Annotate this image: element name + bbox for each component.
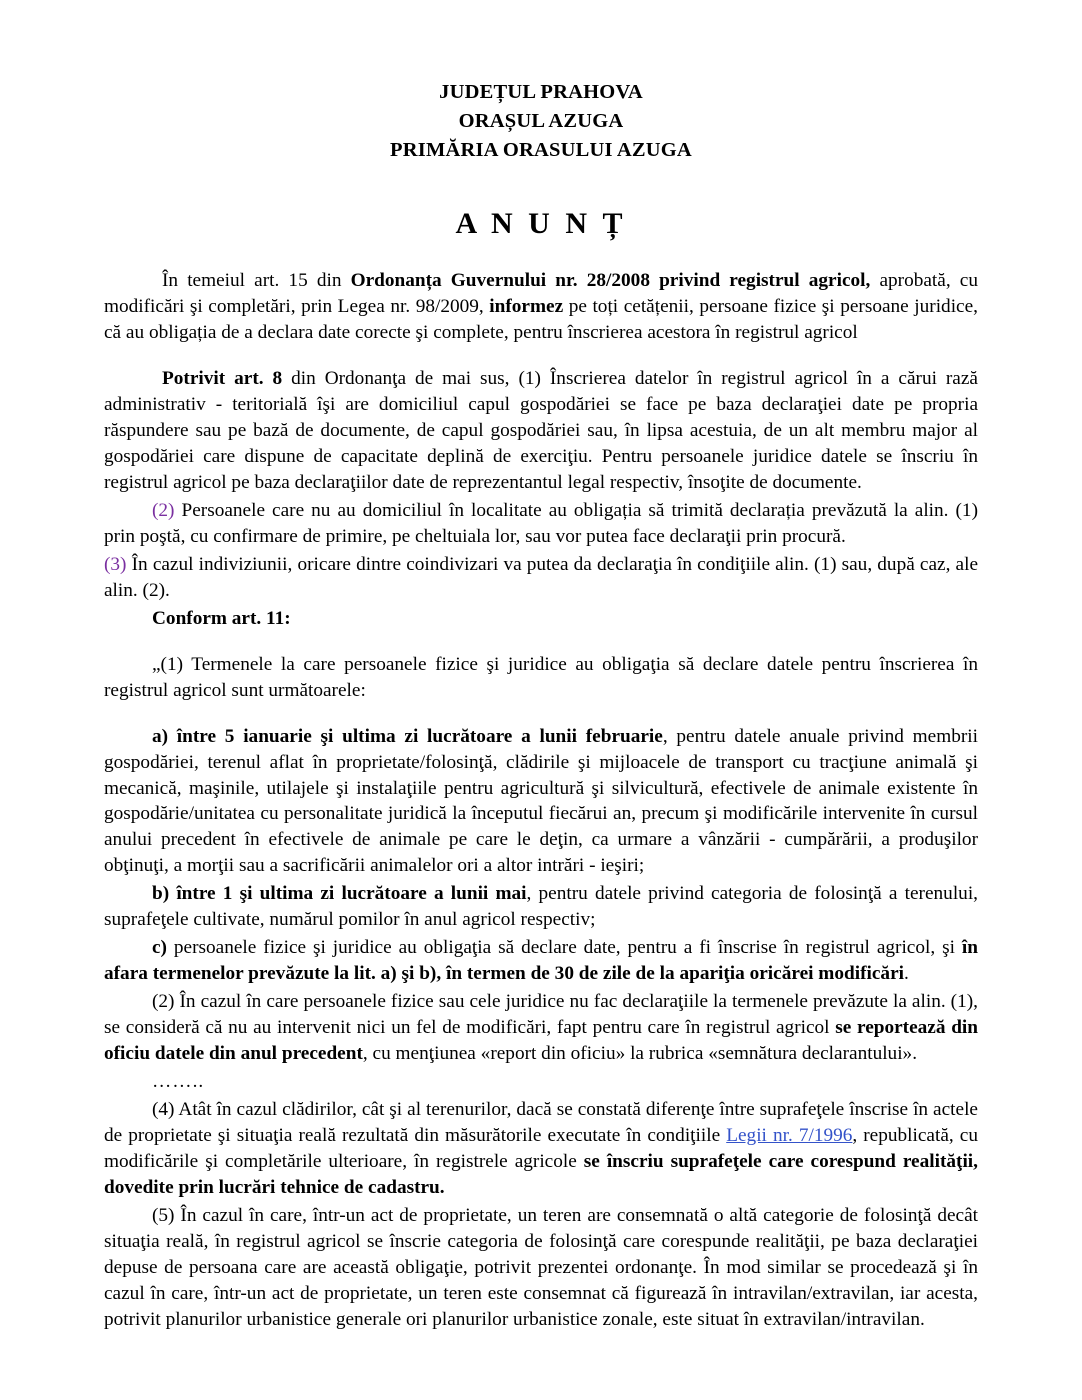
ordinance-reference: Ordonanța Guvernului nr. 28/2008 privind registrul agricol, — [350, 270, 871, 292]
alin2b-text-part2: , cu menţiunea «report din oficiu» la rubrica «semnătura declarantului». — [362, 1043, 918, 1065]
item-b-text: , pentru datele privind categoria de folosinţă a terenului, suprafeţele cultivate, numărul pomilor în anul agricol respectiv; — [104, 883, 978, 931]
paragraph-item-a — [104, 724, 978, 880]
paragraph-item-c — [104, 935, 978, 987]
art8-text: din Ordonanţa de mai sus, (1) Înscrierea datelor în registrul agricol în a cărui rază administrativ - teritorială îşi are domiciliul capul gospodăriei se face pe baza declaraţiei date pe propria răspundere sau pe bază de documente, de capul gospodăriei sau, în lipsa acestuia, de un alt membru major al gospodăriei care dispune de capacitate deplină de exerciţiu. Pentru persoanele juridice datele se înscriu în registrul agricol pe baza declaraţiilor date de reprezentantul legal respectiv, însoţite de documente. — [104, 368, 978, 493]
intro-text-part1: În temeiul art. 15 din — [162, 270, 351, 292]
alin2-text: Persoanele care nu au domiciliul în localitate au obligația să trimită declarația prevăzută la alin. (1) prin poştă, cu confirmare de primire, pe cheltuiala lor, sau vor putea face declaraţii prin procură. — [104, 499, 978, 547]
paragraph-alin3 — [104, 552, 978, 604]
paragraph-alin2 — [104, 498, 978, 550]
alin2-number: (2) — [152, 499, 175, 521]
header-county: JUDEȚUL PRAHOVA — [439, 81, 643, 103]
paragraph-alin5: (5) În cazul în care, într-un act de proprietate, un teren are consemnată o altă categorie de folosinţă decât situaţia reală, în registrul agricol se înscrie categoria de folosinţă care corespunde realităţii, pe baza declaraţiei depuse de persoana care are această obligaţie, potrivit prezentei ordonanţe. În mod similar se procedează şi în cazul în care, într-un act de proprietate, un teren este consemnat că figurează în intravilan/extravilan, iar acesta, potrivit planurilor urbanistice generale ori planurilor urbanistice zonale, este situat în extravilan/intravilan. — [104, 1204, 978, 1330]
art8-label: Potrivit art. 8 — [162, 368, 283, 390]
paragraph-art11-heading — [104, 606, 978, 632]
paragraph-alin4 — [104, 1097, 978, 1201]
paragraph-art11-intro: „(1) Termenele la care persoanele fizice şi juridice au obligaţia să declare datele pentru înscrierea în registrul agricol sunt următoarele: — [104, 653, 978, 701]
item-a-text: , pentru datele anuale privind membrii gospodăriei, terenul aflat în proprietate/folosinţă, clădirile şi mijloacele de transport cu tracţiune animală şi mecanică, maşinile, utilajele şi instalaţiile pentru agricultură şi silvicultură, efectivele de animale existente în gospodărie/unitatea cu personalitate juridică la începutul fiecărui an, precum şi modificările intervenite în cursul anului precedent în efectivele de animale pe care le deţin, ca urmare a vânzării - cumpărării, a produşilor obţinuţi, a morţii sau a sacrificării animalelor ori a altor intrări - ieşiri; — [104, 725, 978, 877]
alin4-text-part2: , republicată, cu modificările şi completările ulterioare, în registrele agricole — [104, 1124, 978, 1172]
page-title: A N U N Ț — [455, 207, 627, 241]
alin3-text: În cazul indiviziunii, oricare dintre coindivizari va putea da declaraţia în condiţiile alin. (1) sau, după caz, ale alin. (2). — [104, 553, 978, 601]
item-c-emphasis: în afara termenelor prevăzute la lit. a) şi b), în termen de 30 de zile de la apariţia oricărei modificări — [104, 937, 978, 985]
item-c-label: c) — [152, 937, 167, 959]
alin4-emphasis: se înscriu suprafeţele care corespund realităţii, dovedite prin lucrări tehnice de cadastru. — [104, 1150, 978, 1198]
law-7-1996-link[interactable]: Legii nr. 7/1996 — [726, 1124, 853, 1146]
paragraph-intro — [104, 268, 978, 346]
header-institution: PRIMĂRIA ORASULUI AZUGA — [390, 139, 692, 162]
header-city: ORAȘUL AZUGA — [458, 110, 624, 133]
document-header — [104, 78, 978, 165]
item-c-text: persoanele fizice şi juridice au obligaţia să declare date, pentru a fi înscrise în registrul agricol, şi — [166, 937, 962, 959]
alin4-text-part1: (4) Atât în cazul clădirilor, cât şi al terenurilor, dacă se constată diferenţe între suprafeţele înscrise în actele de proprietate şi situaţia reală rezultată din măsurătorile executate în condiţiile — [104, 1098, 978, 1146]
intro-text-part2: aprobată, cu modificări şi completări, prin Legea nr. 98/2009, — [104, 270, 978, 318]
informez-keyword: informez — [489, 296, 564, 318]
paragraph-item-b — [104, 881, 978, 933]
item-c-period: . — [903, 963, 909, 985]
alin2b-text-part1: (2) În cazul în care persoanele fizice sau cele juridice nu fac declaraţiile la termenele prevăzute la alin. (1), se consideră că nu au intervenit nici un fel de modificări, fapt pentru care în registrul agricol — [104, 991, 978, 1039]
paragraph-alin2-second — [104, 989, 978, 1067]
paragraph-art8 — [104, 366, 978, 496]
item-b-label: b) între 1 şi ultima zi lucrătoare a lunii mai — [152, 883, 527, 905]
paragraph-ellipsis: …….. — [152, 1071, 205, 1093]
alin2b-emphasis: se reportează din oficiu datele din anul precedent — [104, 1017, 978, 1065]
art11-label: Conform art. 11: — [152, 607, 291, 629]
item-a-label: a) între 5 ianuarie şi ultima zi lucrătoare a lunii februarie — [152, 725, 663, 747]
intro-text-part3: pe toți cetățenii, persoane fizice şi persoane juridice, că au obligația de a declara date corecte şi complete, pentru înscrierea acestora în registrul agricol — [104, 296, 978, 344]
alin3-number: (3) — [104, 553, 127, 575]
